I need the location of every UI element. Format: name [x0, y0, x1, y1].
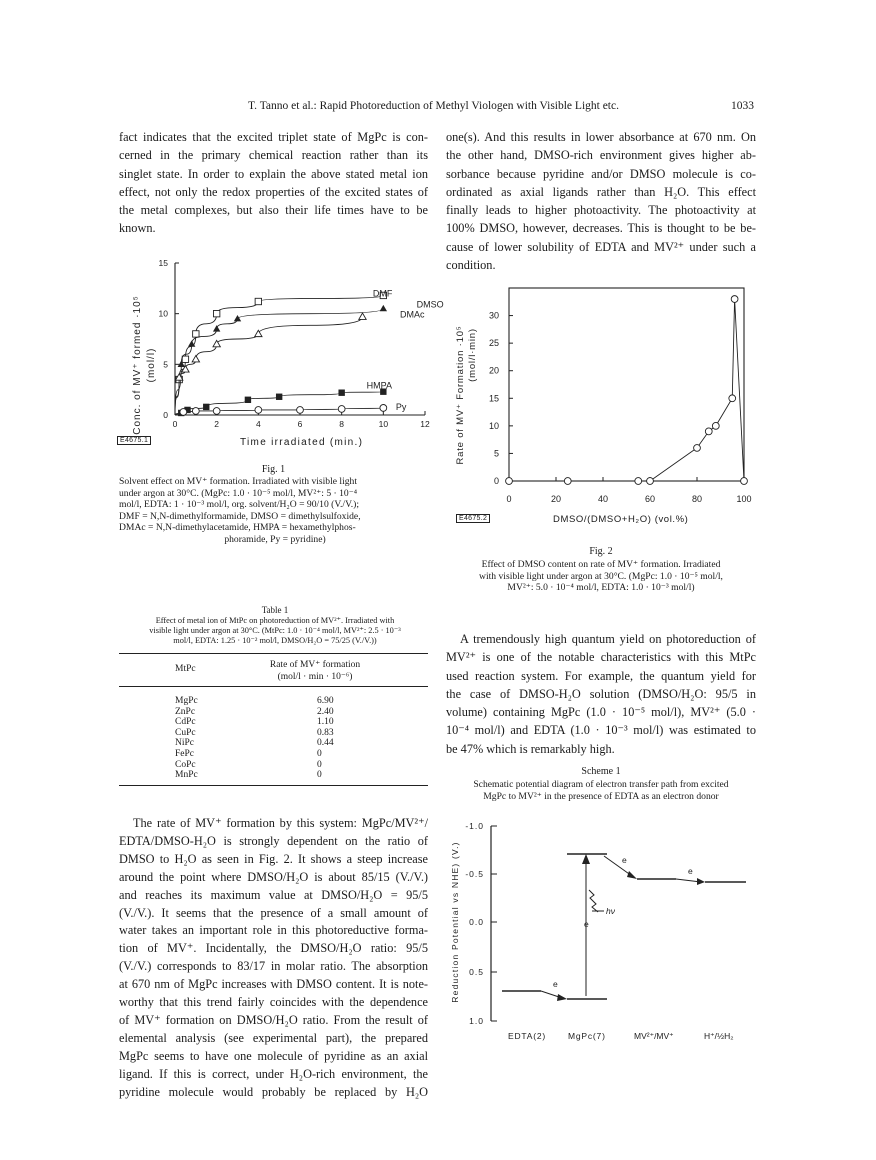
text-line: The rate of MV⁺ formation by this system: MgPc/MV²⁺/: [133, 816, 428, 830]
plot-frame: [509, 288, 744, 481]
running-title: T. Tanno et al.: Rapid Photoreduction of Methyl Viologen with Visible Light etc.: [248, 100, 619, 112]
scheme1-label-mv: MV²⁺/MV⁺: [634, 1031, 674, 1041]
scheme1-title: Scheme 1: [581, 766, 621, 777]
text-line: cause of lower solubility of EDTA and MV²⁺ under such a: [446, 239, 756, 254]
table-cell-value: 6.90: [317, 696, 334, 706]
x-tick-label: 12: [420, 419, 430, 429]
caption-line: phoramide, Py = pyridine): [224, 533, 326, 545]
caption-line: under argon at 30°C. (MgPc: 1.0 · 10⁻⁵ mol/l, MV²⁺: 5 · 10⁻⁴: [119, 487, 358, 499]
text-line: of MV⁺ formation on DMSO/H₂O ratio. From the result of: [119, 1012, 428, 1027]
caption-line: with visible light under argon at 30°C. (MgPc: 1.0 · 10⁻⁵ mol/l,: [479, 570, 723, 582]
data-point: [182, 356, 188, 362]
data-point: [338, 406, 345, 413]
electron-label-2: e: [688, 866, 693, 876]
caption-line: DMF = N,N-dimethylformamide, DMSO = dimethylsulfoxide,: [119, 510, 361, 522]
data-point: [213, 325, 220, 331]
caption-line: mol/l, EDTA: 1 · 10⁻³ mol/l, org. solvent/H₂O = 90/10 (V./V.);: [119, 499, 360, 511]
data-point: [647, 478, 654, 485]
table-row: [175, 727, 334, 739]
col2-line: Rate of MV⁺ formation: [269, 660, 361, 670]
scheme1-label-mgpc: MgPc(7): [568, 1031, 606, 1041]
caption-line: visible light under argon at 30°C. (MtPc: 1.0 · 10⁻⁴ mol/l, MV²⁺: 2.5 · 10⁻³: [149, 626, 401, 635]
text-line: finally leads to higher photoactivity. The photoactivity at: [446, 203, 756, 218]
caption-line: Effect of DMSO content on rate of MV⁺ formation. Irradiated: [481, 559, 721, 570]
table-row: [175, 717, 334, 728]
y-tick-label: 10: [488, 420, 499, 431]
table-row: [175, 748, 322, 760]
x-tick-label: 80: [691, 494, 703, 504]
text-line: EDTA/DMSO-H₂O is strongly dependent on the ratio of: [119, 833, 428, 848]
fig1-chart: [110, 255, 444, 455]
data-point: [380, 305, 387, 311]
text-line: effect, not only the redox properties of the excited states of: [119, 184, 428, 199]
text-line: MgPc seems to have one molecule of pyridine as an axial: [119, 1048, 428, 1063]
y-tick-label: 25: [488, 338, 499, 349]
table-cell-name: FePc: [175, 748, 194, 759]
tick-label: 0.0: [469, 917, 484, 927]
scheme1-y-axis-label: Reduction Potential vs NHE) (V.): [450, 841, 460, 1003]
y-tick-label: 20: [488, 365, 499, 376]
text-line: the other hand, DMSO-rich environment gives higher ab-: [446, 148, 756, 163]
electron-arrow-1: [604, 856, 632, 876]
fig1-axes: [159, 258, 430, 429]
series-label-hmpa: HMPA: [366, 380, 393, 391]
tick-label: 0.5: [469, 967, 484, 977]
data-point: [192, 408, 199, 415]
data-point: [245, 397, 251, 403]
data-point: [506, 478, 513, 485]
text-line: A tremendously high quantum yield on photoreduction of: [460, 632, 756, 646]
fig1-x-axis-label: Time irradiated (min.): [240, 437, 364, 448]
data-point: [731, 296, 738, 303]
x-tick-label: 4: [255, 419, 261, 429]
electron-label-4: e: [584, 919, 589, 929]
text-line: pyridine molecule would probably be replaced by H₂O: [119, 1084, 428, 1099]
series-label-dmf: DMF: [372, 288, 393, 299]
data-point: [635, 478, 642, 485]
fig2-series: [506, 296, 748, 485]
data-point: [564, 478, 571, 485]
scheme1-caption: [440, 779, 762, 802]
caption-line: MgPc to MV²⁺ in the presence of EDTA as an electron donor: [483, 790, 719, 802]
table1-body: [175, 696, 334, 781]
caption-line: mol/l, EDTA: 1.25 · 10⁻² mol/l, DMSO/H₂O = 75/25 (V./V.)): [173, 636, 377, 645]
text-line: cerned in the primary chemical reaction rather than its: [119, 148, 428, 163]
x-tick-label: 0: [172, 419, 178, 429]
data-point: [729, 395, 736, 402]
y-tick-label: 0: [493, 476, 499, 486]
data-point: [213, 310, 219, 316]
table1-title: Table 1: [261, 605, 289, 615]
table-row: [175, 770, 322, 781]
text-line: DMSO to H₂O as seen in Fig. 2. It shows a steep increase: [119, 851, 428, 866]
photon-label: hν: [606, 906, 615, 916]
caption-line: Solvent effect on MV⁺ formation. Irradiated with visible light: [119, 476, 358, 487]
y-tick-label: 15: [488, 393, 499, 404]
text-line: tion of MV⁺. Incidentally, the DMSO/H₂O ratio: 95/5: [119, 941, 428, 956]
text-line: sorbance because pyridine and/or DMSO molecule is co-: [446, 166, 756, 181]
text-line: 10⁻⁴ mol/l) and EDTA (1.0 · 10⁻³ mol/l) was estimated to: [446, 723, 756, 738]
y-tick-label: 0: [163, 410, 168, 420]
data-point: [203, 404, 209, 410]
data-point: [255, 298, 261, 304]
tick-label: 1.0: [469, 1016, 484, 1026]
text-line: one(s). And this results in lower absorbance at 670 nm. On: [446, 130, 756, 144]
y-tick-label: 10: [158, 308, 168, 319]
fig2-chart: [446, 280, 766, 540]
text-line: singlet state. In order to explain the above stated metal ion: [119, 166, 428, 181]
scheme1-label-h: H⁺/½H₂: [704, 1031, 734, 1041]
table-row: [175, 696, 334, 707]
arrow-head: [582, 854, 590, 864]
table-cell-value: 0.44: [317, 738, 334, 749]
data-point: [180, 409, 187, 416]
x-tick-label: 10: [378, 419, 389, 429]
series-label-dmac: DMAc: [400, 309, 425, 320]
text-line: around the point where DMSO/H₂O is about 85/15 (V./V.): [119, 869, 428, 884]
arrow-head: [697, 878, 705, 885]
series-line: [509, 299, 744, 481]
text-line: used reaction system. For example, the quantum yield for: [446, 668, 756, 683]
table-cell-value: 2.40: [317, 706, 334, 717]
text-line: (V./V.) corresponds to 83/17 in molar ratio. The absorption: [119, 959, 428, 974]
caption-line: MV²⁺: 5.0 · 10⁻⁴ mol/l, EDTA: 1.0 · 10⁻³ mol/l): [507, 582, 695, 594]
text-line: water takes an important role in this photoreductive forma-: [119, 923, 428, 938]
x-tick-label: 40: [597, 494, 609, 504]
text-line: and reaches its maximum value at DMSO/H₂O = 95/5: [119, 887, 428, 902]
text-line: at 670 nm of MgPc increases with DMSO content. It is note-: [119, 977, 428, 992]
fig2-caption: [446, 559, 756, 594]
text-line: ligand. If this is correct, under H₂O-rich environment, the: [119, 1066, 428, 1081]
table-row: [175, 738, 334, 749]
table-cell-name: ZnPc: [175, 706, 196, 717]
electron-label-3: e: [553, 979, 558, 989]
data-point: [338, 390, 344, 396]
right-mid-paragraph: [446, 630, 756, 758]
fig2-x-axis-label: DMSO/(DMSO+H₂O) (vol.%): [553, 514, 689, 525]
running-header: [0, 100, 876, 116]
table-cell-value: 0.83: [317, 727, 334, 738]
text-line: MV²⁺ is one of the notable characteristics with this MtPc: [446, 650, 756, 665]
text-line: (V./V.). It seems that the presence of a small amount of: [119, 905, 428, 920]
fig2-axes: [489, 288, 752, 504]
table-cell-name: CuPc: [175, 727, 196, 738]
table-row: [175, 759, 322, 771]
text-line: known.: [119, 221, 156, 236]
data-point: [712, 422, 719, 429]
table1-caption: [115, 616, 435, 646]
y-tick-label: 15: [158, 258, 168, 268]
caption-line: Effect of metal ion of MtPc on photoreduction of MV²⁺. Irradiated with: [155, 616, 395, 625]
x-tick-label: 100: [736, 494, 752, 504]
data-point: [694, 445, 701, 452]
table1-top-rule: [119, 653, 428, 654]
series-label-dmso: DMSO: [416, 299, 444, 310]
table-cell-value: 0: [317, 759, 322, 770]
tick-label: -1.0: [465, 821, 484, 831]
data-point: [380, 405, 387, 412]
photon-squiggle: [589, 890, 598, 912]
table-cell-value: 0: [317, 770, 322, 781]
table-cell-name: MgPc: [175, 696, 198, 706]
table-cell-name: CoPc: [175, 759, 196, 770]
fig1-y-axis-label: Conc. of MV⁺ formed ·10⁵: [132, 295, 143, 435]
data-point: [705, 428, 712, 435]
right-top-paragraph: [446, 128, 756, 274]
text-line: ordinated as axial ligands rather than H₂O. This effect: [446, 184, 756, 199]
scheme1-diagram: [446, 810, 766, 1045]
table-cell-name: NiPc: [175, 738, 194, 749]
text-line: the case of DMSO-H₂O solution (DMSO/H₂O: 95/5 in: [446, 686, 756, 701]
text-line: be 47% which is remarkably high.: [446, 741, 615, 756]
page-number: 1033: [731, 100, 754, 112]
table-cell-name: CdPc: [175, 717, 196, 728]
text-line: 100% DMSO, however, decreases. This is thought to be be-: [446, 221, 756, 236]
text-line: condition.: [446, 258, 496, 273]
electron-label-1: e: [622, 855, 627, 865]
data-point: [276, 394, 282, 400]
series-label-py: Py: [395, 401, 407, 412]
table1-col1-header: MtPc: [175, 664, 196, 674]
data-point: [359, 313, 366, 319]
x-tick-label: 20: [550, 494, 562, 504]
data-point: [213, 408, 220, 415]
data-point: [192, 356, 199, 362]
text-line: fact indicates that the excited triplet state of MgPc is con-: [119, 130, 428, 144]
data-point: [741, 478, 748, 485]
data-point: [255, 407, 262, 414]
y-tick-label: 30: [488, 310, 499, 321]
table1-bottom-rule: [119, 785, 428, 786]
text-line: volume) containing MgPc (1.0 · 10⁻⁵ mol/l), MV²⁺ (5.0 ·: [446, 705, 756, 720]
left-bottom-paragraph: [119, 815, 428, 1102]
left-top-paragraph: [119, 128, 428, 238]
x-tick-label: 0: [506, 494, 512, 504]
fig2-y-axis-label: Rate of MV⁺ Formation ·10⁵: [455, 325, 466, 465]
series-line-dmac: [175, 317, 363, 415]
x-tick-label: 60: [644, 494, 656, 504]
y-tick-label: 5: [493, 448, 499, 459]
y-tick-label: 5: [163, 359, 168, 370]
tick-label: -0.5: [465, 869, 484, 879]
data-point: [297, 407, 304, 414]
col2-line: (mol/l · min · 10⁻⁶): [277, 672, 353, 682]
fig2-title: Fig. 2: [589, 546, 613, 557]
fig1-y-axis-unit: (mol/l): [146, 347, 157, 383]
fig2-tag: E4675.2: [456, 514, 490, 523]
x-tick-label: 2: [214, 419, 220, 429]
scheme1-label-edta: EDTA(2): [508, 1031, 547, 1041]
text-line: worthy that this trend fairly coincides with the dependence: [119, 995, 428, 1010]
fig2-y-axis-unit: (mol/l·min): [467, 328, 478, 382]
text-line: elemental analysis (see experimental part), the prepared: [119, 1030, 428, 1045]
fig1-caption: [119, 476, 431, 546]
table-cell-value: 0: [317, 748, 322, 759]
table-row: [175, 706, 334, 718]
data-point: [193, 331, 199, 337]
x-tick-label: 8: [339, 419, 345, 429]
table1-header-rule: [119, 686, 428, 687]
caption-line: Schematic potential diagram of electron transfer path from excited: [473, 779, 729, 790]
data-point: [234, 315, 241, 321]
text-line: the metal complexes, but also their life times have to be: [119, 203, 428, 218]
arrow-head: [557, 994, 567, 1001]
table-cell-value: 1.10: [317, 717, 334, 728]
fig1-tag: E4675.1: [117, 436, 151, 445]
arrow-head: [627, 871, 637, 879]
x-tick-label: 6: [297, 419, 303, 429]
table-cell-name: MnPc: [175, 770, 198, 781]
fig1-series: [175, 288, 444, 416]
data-point: [255, 330, 262, 336]
fig1-title: Fig. 1: [261, 464, 286, 475]
caption-line: DMAc = N,N-dimethylacetamide, HMPA = hexamethylphos-: [119, 522, 356, 534]
table1-col2-header: [250, 659, 380, 683]
